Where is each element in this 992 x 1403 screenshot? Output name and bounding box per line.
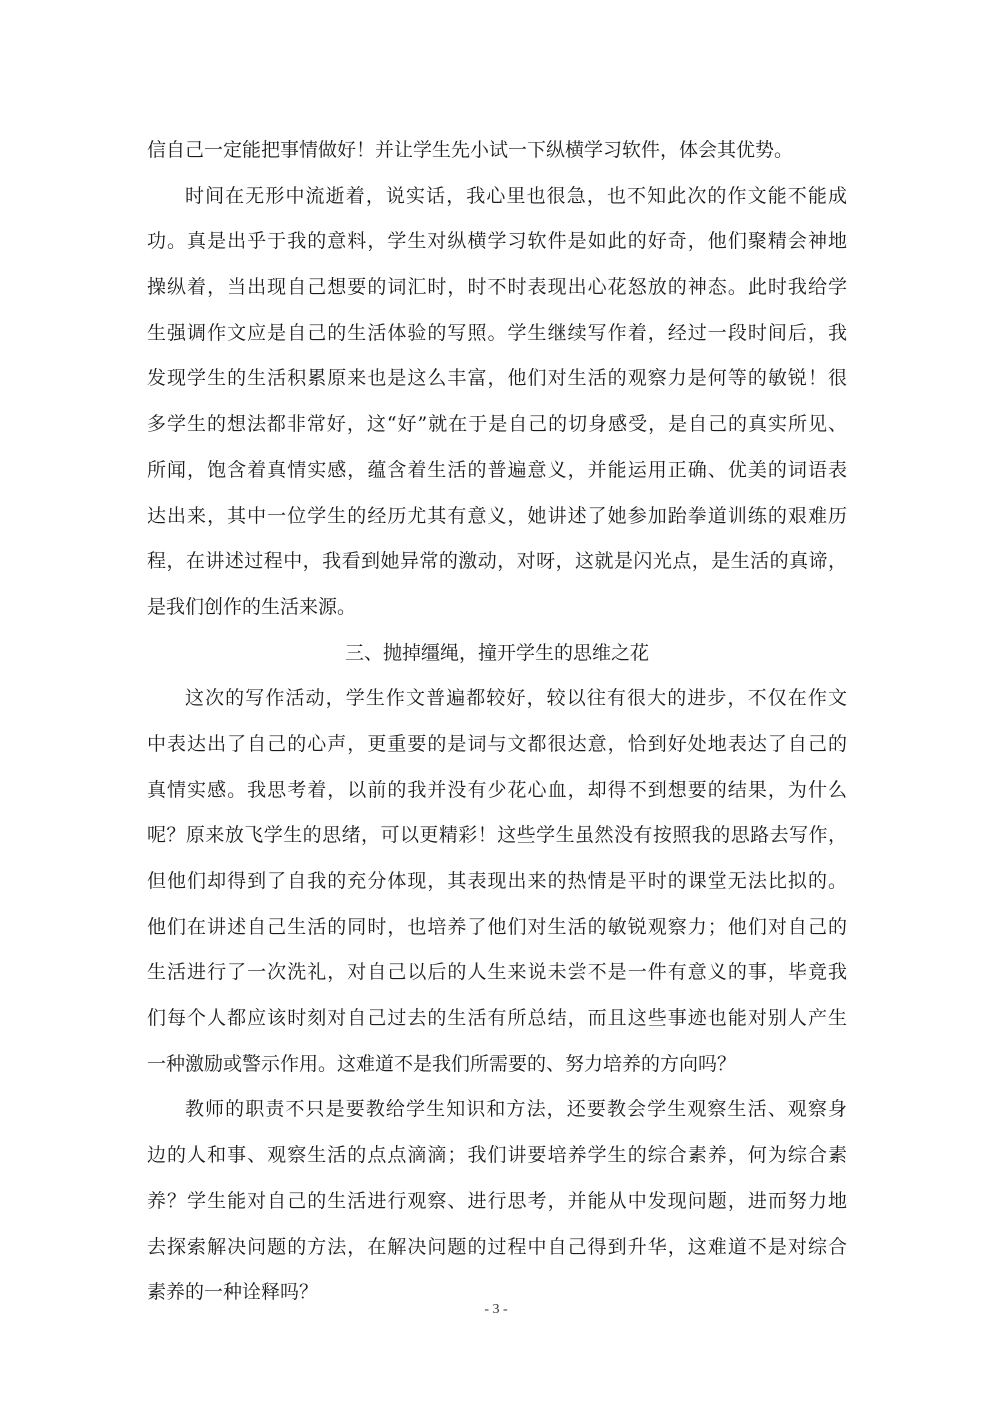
text-line: 一种激励或警示作用。这难道不是我们所需要的、努力培养的方向吗？ (147, 1052, 737, 1075)
text-line: 教师的职责不只是要教给学生知识和方法，还要教会学生观察生活、观察身 (185, 1098, 847, 1121)
text-line: 中表达出了自己的心声，更重要的是词与文都很达意，恰到好处地表达了自己的 (147, 732, 847, 755)
text-line: 所闻，饱含着真情实感，蕴含着生活的普遍意义，并能运用正确、优美的词语表 (147, 458, 847, 481)
section-heading: 三、抛掉缰绳，撞开学生的思维之花 (344, 641, 649, 664)
text-line: 去探索解决问题的方法，在解决问题的过程中自己得到升华，这难道不是对综合 (147, 1235, 847, 1258)
text-line: 真情实感。我思考着，以前的我并没有少花心血，却得不到想要的结果，为什么 (147, 778, 847, 801)
text-line: 养？学生能对自己的生活进行观察、进行思考，并能从中发现问题，进而努力地 (147, 1189, 847, 1212)
text-line: 信自己一定能把事情做好！并让学生先小试一下纵横学习软件，体会其优势。 (147, 139, 794, 161)
text-line: 生活进行了一次洗礼，对自己以后的人生来说未尝不是一件有意义的事，毕竟我 (147, 961, 847, 984)
text-line: 边的人和事、观察生活的点点滴滴；我们讲要培养学生的综合素养，何为综合素 (147, 1144, 847, 1167)
text-line: 他们在讲述自己生活的同时，也培养了他们对生活的敏锐观察力；他们对自己的 (147, 915, 847, 938)
text-line: 但他们却得到了自我的充分体现，其表现出来的热情是平时的课堂无法比拟的。 (147, 870, 847, 892)
text-line: 素养的一种诠释吗？ (147, 1281, 319, 1304)
text-line: 这次的写作活动，学生作文普遍都较好，较以往有很大的进步，不仅在作文 (185, 687, 847, 710)
text-line: 操纵着，当出现自己想要的词汇时，时不时表现出心花怒放的神态。此时我给学 (147, 276, 847, 299)
text-line: 程，在讲述过程中，我看到她异常的激动，对呀，这就是闪光点，是生活的真谛， (147, 550, 847, 573)
text-line: 发现学生的生活积累原来也是这么丰富，他们对生活的观察力是何等的敏锐！很 (147, 367, 847, 390)
text-line: 达出来，其中一位学生的经历尤其有意义，她讲述了她参加跆拳道训练的艰难历 (147, 504, 847, 527)
text-line: 多学生的想法都非常好，这“好”就在于是自己的切身感受，是自己的真实所见、 (147, 413, 847, 436)
text-line: 时间在无形中流逝着，说实话，我心里也很急，也不知此次的作文能不能成 (185, 184, 847, 207)
text-line: 生强调作文应是自己的生活体验的写照。学生继续写作着，经过一段时间后，我 (147, 321, 847, 344)
page-number: - 3 - (484, 1302, 508, 1317)
text-line: 呢？原来放飞学生的思绪，可以更精彩！这些学生虽然没有按照我的思路去写作， (147, 824, 847, 847)
text-line: 功。真是出乎于我的意料，学生对纵横学习软件是如此的好奇，他们聚精会神地 (147, 230, 847, 253)
text-line: 是我们创作的生活来源。 (147, 595, 357, 618)
text-line: 们每个人都应该时刻对自己过去的生活有所总结，而且这些事迹也能对别人产生 (147, 1007, 847, 1030)
body-text (147, 128, 847, 1316)
